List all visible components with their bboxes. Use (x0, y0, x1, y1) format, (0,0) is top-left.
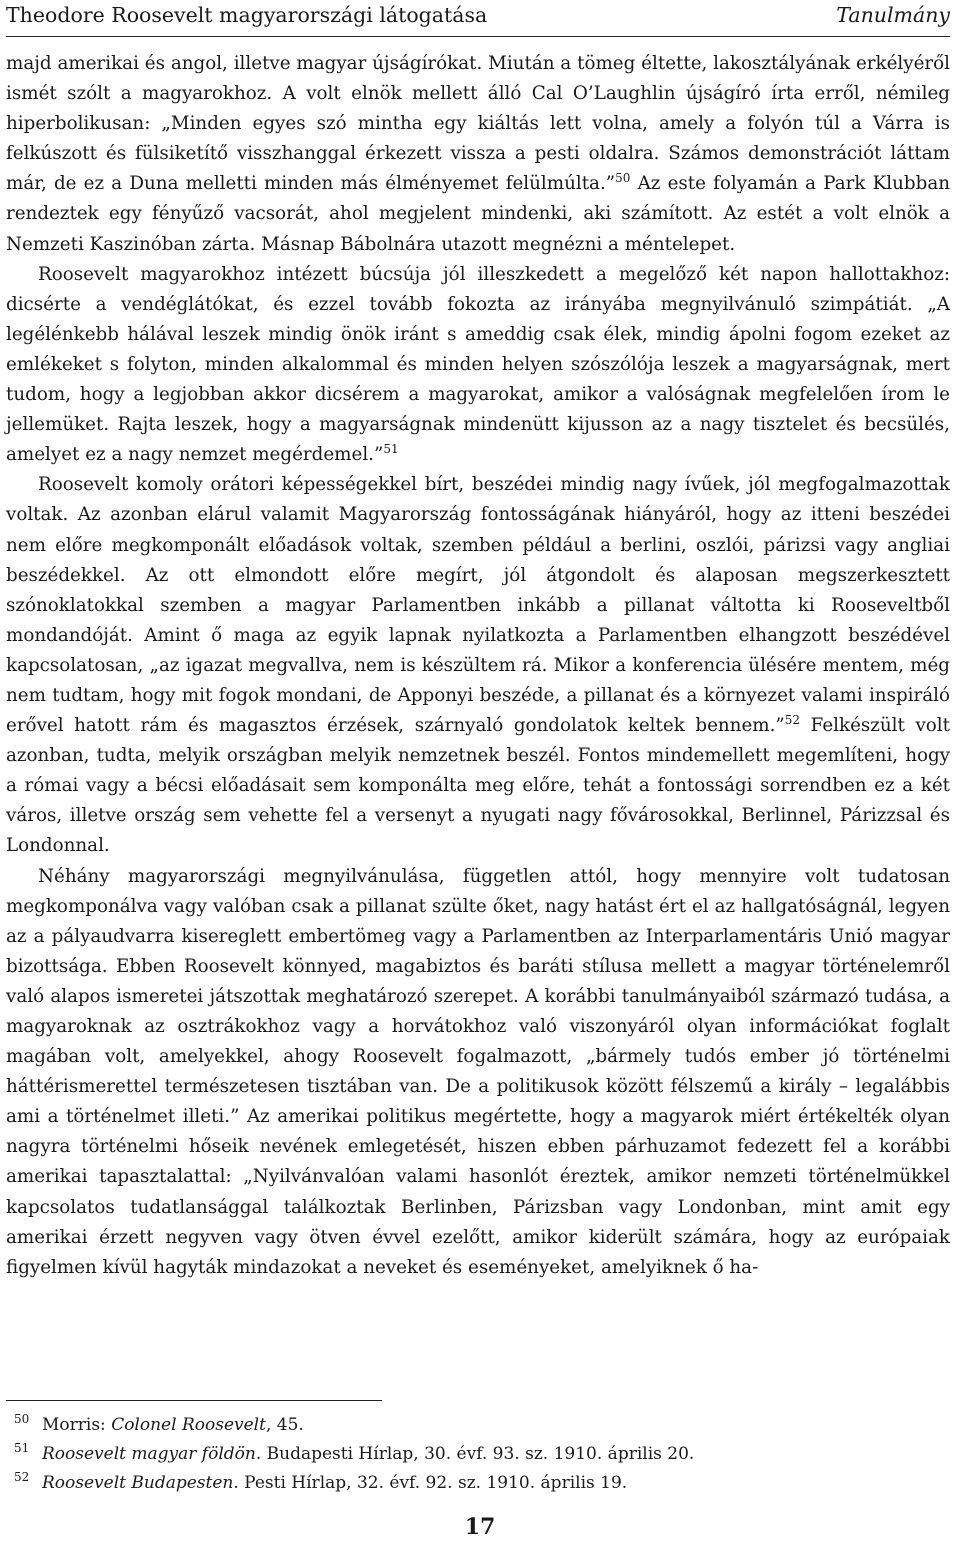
paragraph (6, 862, 950, 1283)
footnote (6, 1440, 950, 1469)
paragraph-text: Felkészült volt azonban, tudta, melyik országban melyik nemzetnek beszél. Fontos mindemellett megemlíteni, hogy a római vagy a bécsi előadásait sem komponálta meg előre, tehát a fontossági sorrendben ez a két város, illetve ország sem vehette fel a versenyt a nyugati nagy fővárosokkal, Berlinnel, Párizzsal és Londonnal. (6, 715, 950, 857)
footnote (6, 1411, 950, 1440)
footnote (6, 1469, 950, 1498)
footnote-number: 50 (14, 1412, 30, 1426)
footnote-text: . Pesti Hírlap, 32. évf. 92. sz. 1910. április 19. (233, 1473, 628, 1493)
paragraph (6, 260, 950, 471)
footnote-ref[interactable]: 50 (615, 171, 631, 186)
paragraph-text: majd amerikai és angol, illetve magyar újságírókat. Miután a tömeg éltette, lakosztályának erkélyéről ismét szólt a magyarokhoz. A volt elnök mellett álló Cal O’Laughlin újságíró írta erről, némileg hiperbolikusan: „Minden egyes szó mintha egy kiáltás lett volna, amely a folyón túl a Várra is felkúszott és fülsiketítő visszhanggal érkezett vissza a pesti oldalra. Számos demonstrációt láttam már, de ez a Duna melletti minden más élményemet felülmúlta.” (6, 53, 950, 195)
body-text (6, 49, 950, 1283)
paragraph-text: Az este folyamán a Park Klubban rendeztek egy fényűző vacsorát, ahol megjelent mindenki, aki számított. Az estét a volt elnök a Nemzeti Kaszinóban zárta. Másnap Bábolnára utazott megnézni a méntelepet. (6, 173, 951, 255)
footnote-text: Morris: (42, 1415, 112, 1435)
section-label: Tanulmány (836, 3, 950, 27)
running-header (6, 0, 950, 37)
paragraph (6, 49, 950, 260)
footnotes (6, 1411, 950, 1498)
paragraph-text: Roosevelt komoly orátori képességekkel bírt, beszédei mindig nagy ívűek, jól megfogalmazottak voltak. Az azonban elárul valamit Magyarország fontosságának hiányáról, hogy az itteni beszédei nem előre megkomponált előadások voltak, szemben például a berlini, oszlói, párizsi vagy angliai beszédekkel. Az ott elmondott előre megírt, jól átgondolt és alaposan megszerkesztett szónoklatokkal szemben a magyar Parlamentben inkább a pillanat váltotta ki Rooseveltből mondandóját. Amint ő maga az egyik lapnak nyilatkozta a Parlamentben elhangzott beszédével kapcsolatosan, „az igazat megvallva, nem is készültem rá. Mikor a konferencia ülésére mentem, még nem tudtam, hogy mit fogok mondani, de Apponyi beszéde, a pillanat és a környezet valami inspiráló erővel hatott rám és magasztos érzések, szárnyaló gondolatok keltek bennem.” (6, 474, 950, 737)
footnote-text: , 45. (265, 1415, 304, 1435)
footnote-title: Colonel Roosevelt (111, 1415, 266, 1435)
footnote-divider (6, 1400, 382, 1401)
page-number: 17 (464, 1514, 496, 1540)
footnote-text: . Budapesti Hírlap, 30. évf. 93. sz. 1910. április 20. (255, 1444, 695, 1464)
running-title: Theodore Roosevelt magyarországi látogatása (6, 3, 488, 27)
footnote-title: Roosevelt Budapesten (42, 1473, 234, 1493)
paragraph (6, 470, 950, 861)
footnote-title: Roosevelt magyar földön (42, 1444, 256, 1464)
footnote-ref[interactable]: 51 (383, 442, 399, 457)
paragraph-text: Roosevelt magyarokhoz intézett búcsúja jól illeszkedett a megelőző két napon hallottakhoz: dicsérte a vendéglátókat, és ezzel tovább fokozta az irányába megnyilvánuló szimpátiát. „A legélénkebb hálával leszek mindig önök iránt s ameddig csak élek, mindig ápolni fogom ezeket az emlékeket s folyton, minden alkalommal és minden helyen szószólója leszek a magyarságnak, mert tudom, hogy a legjobban akkor dicsérem a magyarokat, amikor a valóságnak megfelelően írom le jellemüket. Rajta leszek, hogy a magyarságnak mindenütt kijusson az a nagy tisztelet és becsülés, amelyet ez a nagy nemzet megérdemel.” (6, 263, 950, 466)
footnote-number: 51 (14, 1441, 30, 1455)
footnote-number: 52 (14, 1470, 30, 1484)
paragraph-text: Néhány magyarországi megnyilvánulása, független attól, hogy mennyire volt tudatosan megkomponálva vagy valóban csak a pillanat szülte őket, nagy hatást ért el az hallgatóságnál, legyen az a pályaudvarra kisereglett embertömeg vagy a Parlamentben az Interparlamentáris Unió magyar bizottsága. Ebben Roosevelt könnyed, magabiztos és baráti stílusa mellett a magyar történelemről való alapos ismeretei játszottak meghatározó szerepet. A korábbi tanulmányaiból származó tudása, a magyaroknak az osztrákokhoz vagy a horvátokhoz való viszonyáról olyan információkat foglalt magában volt, amelyekkel, ahogy Roosevelt fogalmazott, „bármely tudós ember jó történelmi háttérismerettel természetesen tisztában van. De a politikusok között félszemű a király – legalábbis ami a történelmet illeti.” Az amerikai politikus megértette, hogy a magyarok miért értékelték olyan nagyra történelmi hőseik nevének emlegetését, hiszen ebben párhuzamot fedezett fel a korábbi amerikai tapasztalattal: „Nyilvánvalóan valami hasonlót éreztek, amikor nemzeti történelmükkel kapcsolatos tudatlansággal találkoztak Berlinben, Párizsban vagy Londonban, mint amit egy amerikai érzett negyven vagy ötven évvel ezelőtt, amikor kiderült számára, hogy az európaiak figyelmen kívül hagyták mindazokat a neveket és eseményeket, amelyiknek ő ha- (6, 865, 950, 1278)
footnote-ref[interactable]: 52 (784, 713, 801, 728)
